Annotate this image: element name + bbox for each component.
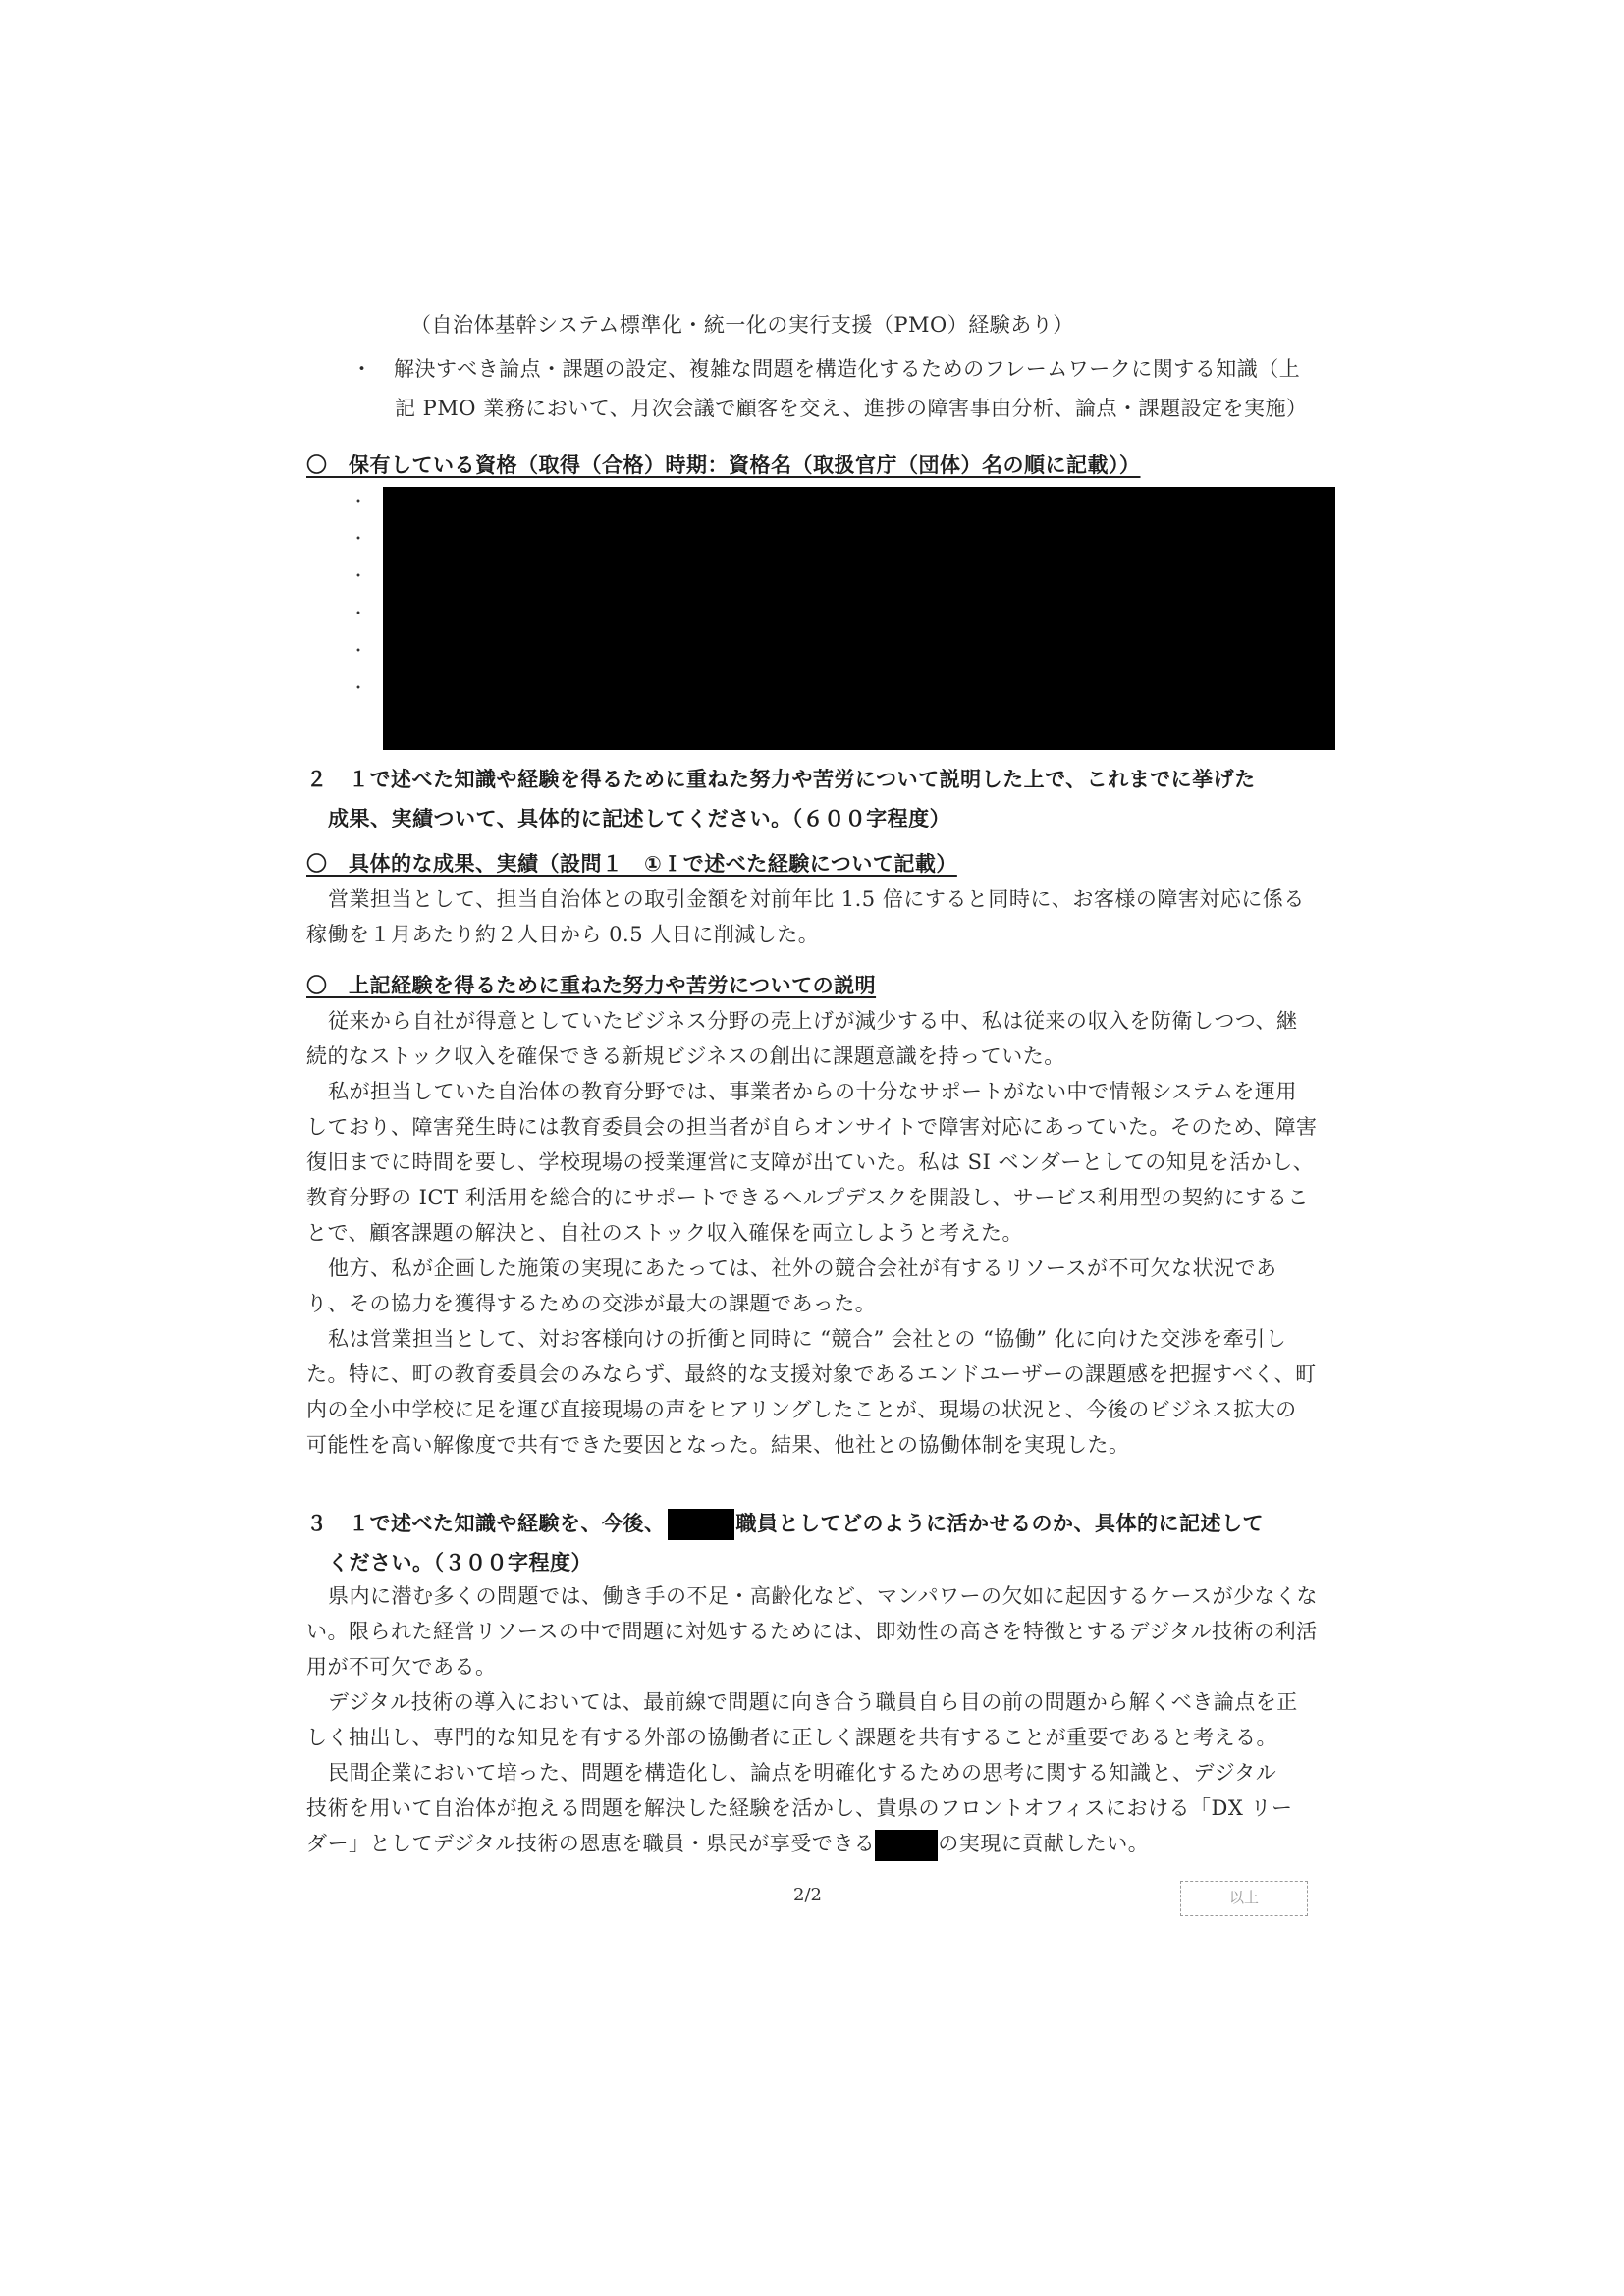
effort-paragraph: 従来から自社が得意としていたビジネス分野の売上げが減少する中、私は従来の収入を防衛しつつ、継続的なストック収入を確保できる新規ビジネスの創出に課題意識を持っていた。 [306,1009,1298,1068]
qualification-bullet: ・ [351,529,367,548]
knowledge-bullet-line1: ・ 解決すべき論点・課題の設定、複雑な問題を構造化するためのフレームワークに関する知識（上 [352,357,1301,381]
section3-question-part-b: 職員としてどのように活かせるのか、具体的に記述して [735,1512,1264,1535]
section3-last-redaction [875,1830,938,1861]
section3-last-line3-b: の実現に貢献したい。 [938,1832,1150,1855]
effort-heading: 〇 上記経験を得るために重ねた努力や苦労についての説明 [306,974,877,997]
effort-paragraph: 私は営業担当として、対お客様向けの折衝と同時に “競合” 会社との “協働” 化に向けた交渉を牽引した。特に、町の教育委員会のみならず、最終的な支援対象であるエンドユーザーの課題感を把握すべく、町内の全小中学校に足を運び直接現場の声をヒアリングしたことが、現場の状況と、今後のビジネス拡大の可能性を高い解像度で共有できた要因となった。結果、他社との協働体制を実現した。 [306,1327,1317,1457]
end-mark: 以上 [1180,1881,1308,1916]
qualification-bullet: ・ [351,604,367,622]
page-number: 2/2 [793,1885,822,1905]
qualification-bullet: ・ [351,566,367,585]
effort-paragraph: 他方、私が企画した施策の実現にあたっては、社外の競合会社が有するリソースが不可欠な状況であり、その協力を獲得するための交渉が最大の課題であった。 [306,1256,1277,1315]
results-heading: 〇 具体的な成果、実績（設問１ ①Ｉで述べた経験について記載） [306,852,957,876]
section3-question-part-a: ３ １で述べた知識や経験を、今後、 [306,1512,666,1535]
section2-question-line2: 成果、実績ついて、具体的に記述してください。（６００字程度） [328,807,951,830]
results-text-block [306,881,1318,952]
knowledge-bullet-line2: 記 PMO 業務において、月次会議で顧客を交え、進捗の障害事由分析、論点・課題設定を実施） [395,397,1308,420]
section3-paragraph: 県内に潜む多くの問題では、働き手の不足・高齢化など、マンパワーの欠如に起因するケースが少なくない。限られた経営リソースの中で問題に対処するためには、即効性の高さを特徴とするデジタル技術の利活用が不可欠である。 [306,1584,1318,1679]
section3-question-line2: ください。（３００字程度） [328,1551,592,1575]
effort-paragraph: 私が担当していた自治体の教育分野では、事業者からの十分なサポートがない中で情報システムを運用しており、障害発生時には教育委員会の担当者が自らオンサイトで障害対応にあっていた。そのため、障害復旧までに時間を要し、学校現場の授業運営に支障が出ていた。私は SI ベンダーとしての知見を活かし、教育分野の ICT 利活用を総合的にサポートできるヘルプデスクを開設し、サービス利用型の契約にすることで、顧客課題の解決と、自社のストック収入確保を両立しようと考えた。 [306,1080,1318,1245]
effort-text-block [306,1003,1318,1463]
results-text: 営業担当として、担当自治体との取引金額を対前年比 1.5 倍にすると同時に、お客様の障害対応に係る稼働を１月あたり約２人日から 0.5 人日に削減した。 [306,887,1305,946]
pmo-experience-note: （自治体基幹システム標準化・統一化の実行支援（PMO）経験あり） [410,313,1074,337]
section2-question-line1: ２ １で述べた知識や経験を得るために重ねた努力や苦労について説明した上で、これまでに挙げた [306,768,1256,791]
qualification-bullet: ・ [351,641,367,660]
qualification-bullet: ・ [351,492,367,510]
section3-text-block [306,1578,1318,1755]
section3-last-line2: 技術を用いて自治体が抱える問題を解決した経験を活かし、貴県のフロントオフィスにおける「DX リー [306,1796,1293,1820]
qualifications-heading: 〇 保有している資格（取得（合格）時期：資格名（取扱官庁（団体）名の順に記載）） [306,454,1141,477]
section3-last-line1: 民間企業において培った、問題を構造化し、論点を明確化するための思考に関する知識と、デジタル [328,1761,1277,1785]
section3-inline-redaction [668,1509,734,1540]
section3-paragraph: デジタル技術の導入においては、最前線で問題に向き合う職員自ら目の前の問題から解くべき論点を正しく抽出し、専門的な知見を有する外部の協働者に正しく課題を共有することが重要であると考える。 [306,1690,1298,1749]
section3-question-line1 [306,1508,1264,1540]
qualifications-redaction [383,487,1335,750]
section3-last-line3 [306,1826,1149,1861]
section3-last-line3-a: ダー」としてデジタル技術の恩恵を職員・県民が享受できる [306,1832,876,1855]
qualification-bullet: ・ [351,678,367,697]
